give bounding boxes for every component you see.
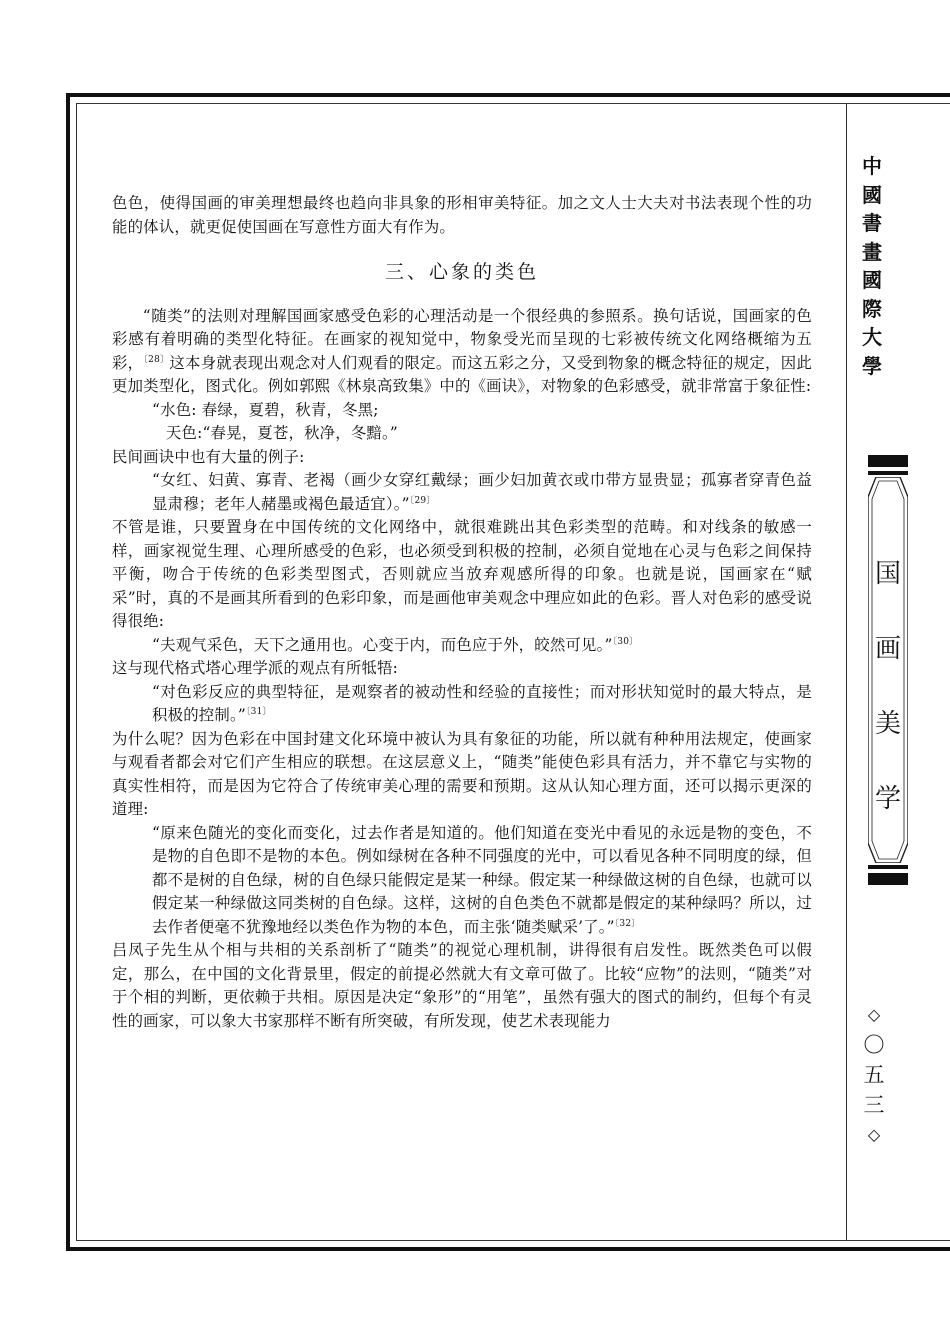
quote-1-line-2: 天色:“春晃，夏苍，秋净，冬黯。” [165, 424, 398, 442]
quote-2 [112, 469, 812, 516]
paragraph-2 [112, 305, 812, 399]
university-char: 際 [862, 296, 882, 321]
page-number-digit: 〇 [863, 1033, 885, 1057]
book-title-char: 学 [874, 784, 901, 814]
university-char: 國 [862, 182, 882, 207]
book-title-char: 画 [874, 634, 901, 664]
side-column-rule [846, 103, 847, 1241]
banner-top-bar [868, 455, 908, 467]
banner-bottom-bar [868, 873, 908, 885]
footnote-ref-30: 〔30〕 [612, 636, 639, 647]
university-char: 中 [862, 154, 882, 178]
footnote-ref-31: 〔31〕 [245, 706, 272, 717]
university-char: 國 [862, 268, 882, 292]
quote-5 [112, 822, 812, 940]
paragraph-4: 不管是谁，只要置身在中国传统的文化网络中，就很难跳出其色彩类型的范畴。和对线条的敏感一样，画家视觉生理、心理所感受的色彩，也必须受到积极的控制，必须自觉地在心灵与色彩之间保持平衡，吻合于传统的色彩类型图式，否则就应当放弃观感所得的印象。也就是说，国画家在“赋采”时，真的不是画其所看到的色彩印象，而是画他审美观念中理应如此的色彩。晋人对色彩的感受说得很绝: [112, 518, 812, 630]
diamond-icon: ◇ [867, 1005, 881, 1024]
page-number-digit: 五 [863, 1063, 885, 1087]
footnote-ref-32: 〔32〕 [614, 918, 641, 929]
paragraph-2-text-a: “随类”的法则对理解国画家感受色彩的心理活动是一个很经典的参照系。换句话说，国画家的色彩感有着明确的类型化特征。在画家的视知觉中，物象受光而呈现的七彩被传统文化网络概缩为五彩， [112, 306, 812, 372]
book-title-char: 美 [874, 709, 901, 739]
university-name [858, 152, 886, 380]
section-title: 三、心象的类色 [384, 261, 539, 283]
footnote-ref-28: 〔28〕 [143, 354, 170, 365]
page-number [860, 1000, 888, 1150]
paragraph-6: 为什么呢？因为色彩在中国封建文化环境中被认为具有象征的功能，所以就有种种用法规定，使画家与观看者都会对它们产生相应的联想。在这层意义上，“随类”能使色彩具有活力，并不靠它与实物的真实性相符，而是因为它符合了传统审美心理的需要和预期。这从认知心理方面，还可以揭示更深的道理: [112, 729, 812, 818]
paragraph-3: 民间画诀中也有大量的例子: [112, 447, 305, 466]
book-title-char: 国 [874, 559, 901, 589]
book-title-banner [858, 455, 918, 885]
university-char: 書 [862, 211, 882, 235]
footnote-ref-29: 〔29〕 [409, 495, 436, 506]
university-char: 學 [862, 353, 882, 378]
university-char: 畫 [862, 239, 882, 264]
paragraph-2-text-b: 这本身就表现出观念对人们观看的限定。而这五彩之分，又受到物象的概念特征的规定，因此更加类型化，图式化。例如郭熙《林泉高致集》中的《画诀》，对物象的色彩感受，就非常富于象征性: [112, 353, 812, 395]
paragraph-1: 色色，使得国画的审美理想最终也趋向非具象的形相审美特征。加之文人士大夫对书法表现个性的功能的体认，就更促使国画在写意性方面大有作为。 [112, 194, 812, 236]
book-title [872, 537, 904, 837]
quote-4-text: “对色彩反应的典型特征，是观察者的被动性和经验的直接性；而对形状知觉时的最大特点，是积极的控制。” [152, 682, 812, 724]
quote-4 [112, 681, 812, 728]
quote-5-text: “原来色随光的变化而变化，过去作者是知道的。他们知道在变光中看见的永远是物的变色，不是物的自色即不是物的本色。例如绿树在各种不同强度的光中，可以看见各种不同明度的绿，但都不是树的自色绿，树的自色绿只能假定是某一种绿。假定某一种绿做这树的自色绿，也就可以假定某一种绿做这同类树的自色绿。这样，这树的自色类色不就都是假定的某种绿吗？所以，过去作者便毫不犹豫地经以类色作为物的本色，而主张‘随类赋采’了。” [152, 823, 812, 936]
quote-3 [112, 634, 812, 658]
body-text [112, 192, 812, 1033]
page-number-digit: 三 [863, 1093, 885, 1117]
university-char: 大 [862, 325, 882, 349]
banner-top-rule [868, 471, 908, 475]
banner-bottom-rule [868, 865, 908, 869]
quote-2-text: “女红、妇黄、寡青、老褐（画少女穿红戴绿；画少妇加黄衣或巾带方显贵显；孤寡者穿青色益显肃穆；老年人赭墨或褐色最适宜）。” [152, 471, 812, 513]
quote-3-text: “夫观气采色，天下之通用也。心变于内，而色应于外，皎然可见。” [152, 635, 613, 654]
paragraph-5: 这与现代格式塔心理学派的观点有所牴牾: [112, 659, 399, 677]
paragraph-7: 吕凤子先生从个相与共相的关系剖析了“随类”的视觉心理机制，讲得很有启发性。既然类色可以假定，那么，在中国的文化背景里，假定的前提必然就大有文章可做了。比较“应物”的法则，“随类”对于个相的判断，更依赖于共相。原因是决定“象形”的“用笔”，虽然有强大的图式的制约，但每个有灵性的画家，可以象大书家那样不断有所突破，有所发现，使艺术表现能力 [112, 941, 812, 1030]
diamond-icon: ◇ [867, 1125, 881, 1144]
quote-1-line-1: “水色: 春绿，夏碧，秋青，冬黑; [152, 400, 379, 419]
